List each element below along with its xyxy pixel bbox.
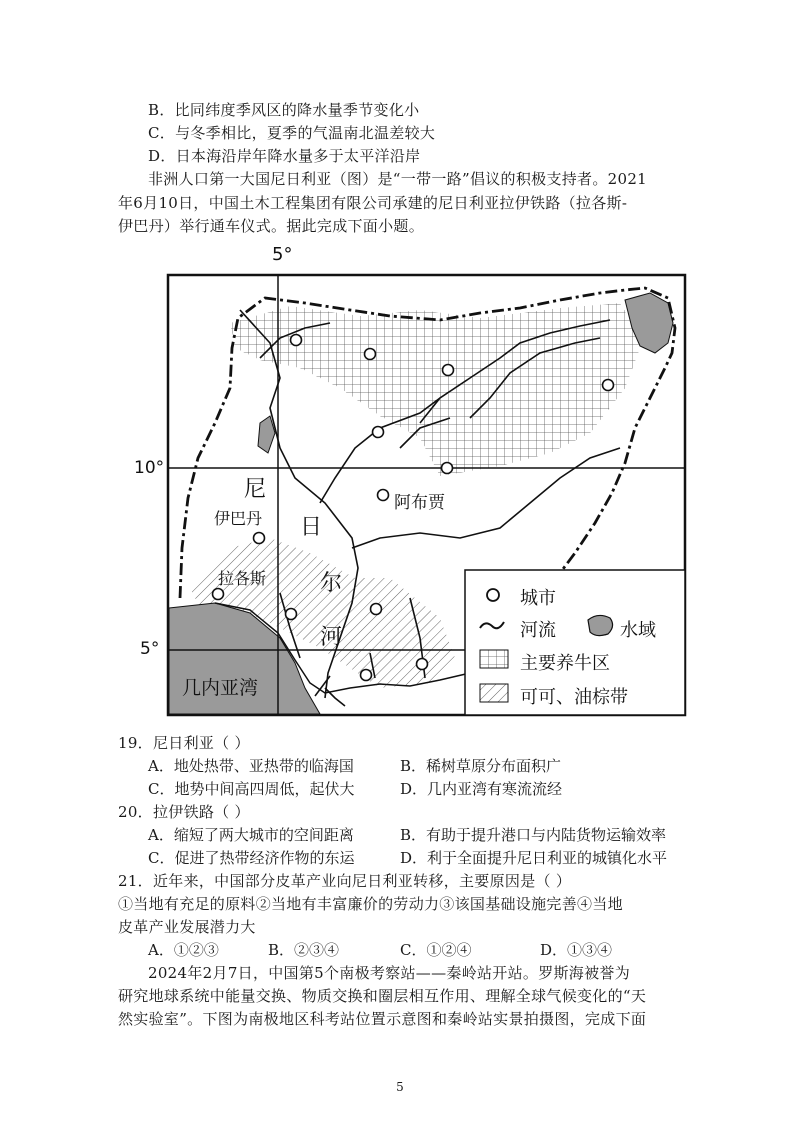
option-d-prev: D．日本海沿岸年降水量多于太平洋沿岸 [148,147,421,165]
lagos-label: 拉各斯 [218,569,267,588]
q20-option-b: B．有助于提升港口与内陆货物运输效率 [400,826,667,844]
city-marker [371,604,382,615]
ibadan-label: 伊巴丹 [214,509,263,528]
lat-5-label: 5° [140,639,160,659]
option-c-prev: C．与冬季相比，夏季的气温南北温差较大 [148,124,436,142]
city-marker [361,670,372,681]
legend-water-icon [588,615,613,635]
q19-stem: 19．尼日利亚（ ） [118,734,250,752]
legend-river-label: 河流 [520,620,556,641]
city-marker [443,365,454,376]
q19-option-d: D．几内亚湾有寒流流经 [400,780,563,798]
city-marker-ibadan [254,533,265,544]
legend-cattle-label: 主要养牛区 [520,653,610,674]
passage2-line1: 2024年2月7日，中国第5个南极考察站——秦岭站开站。罗斯海被誉为 [148,964,631,982]
q19-option-c: C．地势中间高四周低，起伏大 [148,780,355,798]
passage2-line3: 然实验室”。下图为南极地区科考站位置示意图和秦岭站实景拍摄图，完成下面 [118,1010,647,1028]
abuja-label: 阿布贾 [394,493,445,513]
q19-option-b: B．稀树草原分布面积广 [400,757,562,775]
page-number: 5 [396,1080,404,1094]
lon-5-label: 5° [272,244,293,265]
q21-option-a: A．①②③ [148,941,219,959]
legend-water-label: 水域 [620,620,656,641]
q21-option-b: B．②③④ [268,941,340,959]
city-marker [373,427,384,438]
q20-stem: 20．拉伊铁路（ ） [118,803,250,821]
option-b-prev: B．比同纬度季风区的降水量季节变化小 [148,101,420,119]
q21-option-c: C．①②④ [400,941,472,959]
legend-cattle-icon [480,650,508,668]
legend-cocoa-label: 可可、油棕带 [520,687,628,708]
lat-10-label: 10° [134,458,165,478]
city-marker-abuja [378,490,389,501]
q21-reasons-line1: ①当地有充足的原料②当地有丰富廉价的劳动力③该国基础设施完善④当地 [118,895,623,913]
passage1-line3: 伊巴丹）举行通车仪式。据此完成下面小题。 [118,217,425,235]
city-marker [291,335,302,346]
q20-option-c: C．促进了热带经济作物的东运 [148,849,355,867]
passage2-line2: 研究地球系统中能量交换、物质交换和圈层相互作用、理解全球气候变化的“天 [118,987,647,1005]
legend-city-label: 城市 [520,588,556,609]
passage1-line1: 非洲人口第一大国尼日利亚（图）是“一带一路”倡议的积极支持者。2021 [148,170,648,188]
nigeria-map-figure [120,244,700,723]
country-char-1: 尼 [244,477,267,502]
q19-option-a: A．地处热带、亚热带的临海国 [148,757,354,775]
gulf-of-guinea-label: 几内亚湾 [182,677,259,699]
q21-stem: 21．近年来，中国部分皮革产业向尼日利亚转移，主要原因是（ ） [118,872,572,890]
city-marker [286,609,297,620]
country-char-2: 日 [300,515,323,540]
city-marker-lagos [213,589,224,600]
nigeria-map-svg [120,248,700,723]
passage1-line2: 年6月10日，中国土木工程集团有限公司承建的尼日利亚拉伊铁路（拉各斯- [118,194,628,212]
q21-option-d: D．①③④ [540,941,613,959]
legend-cocoa-icon [480,684,508,702]
city-marker [365,349,376,360]
city-marker [417,659,428,670]
city-marker [603,380,614,391]
country-char-3: 尔 [320,571,343,596]
q21-reasons-line2: 皮革产业发展潜力大 [118,918,256,936]
legend-city-icon [487,589,499,601]
q20-option-a: A．缩短了两大城市的空间距离 [148,826,354,844]
country-char-4: 河 [320,625,343,650]
city-marker [442,463,453,474]
q20-option-d: D．利于全面提升尼日利亚的城镇化水平 [400,849,668,867]
